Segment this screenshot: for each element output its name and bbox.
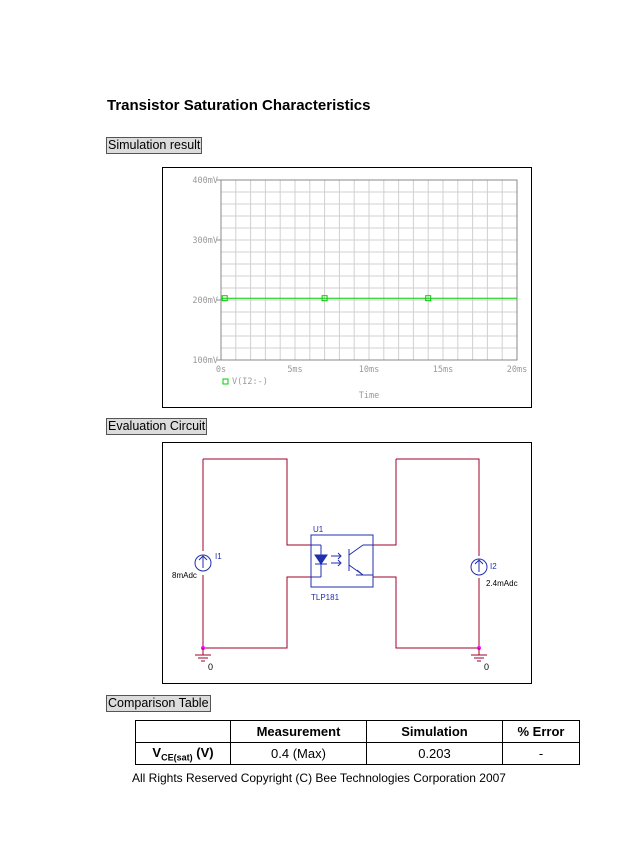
ground-right-symbol [471, 648, 487, 661]
current-source-i1-icon [195, 555, 211, 571]
y-tick-label: 200mV [192, 296, 218, 306]
x-tick-label: 15ms [432, 365, 454, 375]
x-tick-label: 10ms [358, 365, 380, 375]
cell-error: - [503, 743, 580, 765]
row-label-main: V [152, 744, 162, 760]
section-label-comparison: Comparison Table [108, 696, 209, 710]
y-tick-label: 100mV [192, 356, 218, 366]
wire-bottom-right [373, 577, 479, 648]
i2-value: 2.4mAdc [486, 579, 518, 588]
u1-label: U1 [313, 525, 324, 534]
x-tick-label: 5ms [287, 365, 303, 375]
page-title: Transistor Saturation Characteristics [107, 97, 371, 114]
y-tick-label: 300mV [192, 236, 218, 246]
optocoupler-u1-icon [311, 535, 373, 587]
ground-left-label: 0 [208, 662, 214, 672]
row-label-subscript: CE(sat) [161, 752, 193, 763]
simulation-chart [163, 168, 531, 407]
ground-left-symbol [195, 648, 211, 661]
i1-value: 8mAdc [172, 571, 197, 580]
wire-top-left [203, 459, 311, 545]
x-tick-label: 0s [215, 365, 227, 375]
legend-marker [223, 379, 228, 384]
wire-top-right [396, 459, 479, 556]
comparison-table [135, 720, 580, 765]
y-tick-label: 400mV [192, 176, 218, 186]
table-header-simulation: Simulation [367, 721, 503, 743]
legend-label: V(I2:-) [232, 377, 268, 387]
cell-measurement: 0.4 (Max) [231, 743, 367, 765]
table-row [136, 743, 580, 765]
table-header-row [136, 721, 580, 743]
section-label-simulation: Simulation result [108, 138, 201, 152]
circuit-frame [162, 442, 532, 684]
footer-copyright: All Rights Reserved Copyright (C) Bee Technologies Corporation 2007 [132, 771, 506, 785]
table-header-measurement: Measurement [231, 721, 367, 743]
part-label: TLP181 [311, 593, 340, 602]
i2-label: I2 [490, 562, 497, 571]
row-label-vce-sat [136, 743, 231, 765]
row-label-unit: (V) [196, 744, 214, 760]
wire-bottom-left [203, 577, 311, 648]
ground-right-label: 0 [484, 662, 490, 672]
x-tick-label: 20ms [506, 365, 528, 375]
section-label-circuit: Evaluation Circuit [108, 419, 206, 433]
i1-label: I1 [215, 552, 222, 561]
x-axis-label: Time [358, 391, 380, 401]
cell-simulation: 0.203 [367, 743, 503, 765]
current-source-i2-icon [471, 559, 487, 575]
wire-right-upper [373, 459, 396, 545]
table-header-error: % Error [503, 721, 580, 743]
simulation-frame [162, 167, 532, 408]
table-header-empty [136, 721, 231, 743]
evaluation-circuit-diagram [163, 443, 531, 683]
